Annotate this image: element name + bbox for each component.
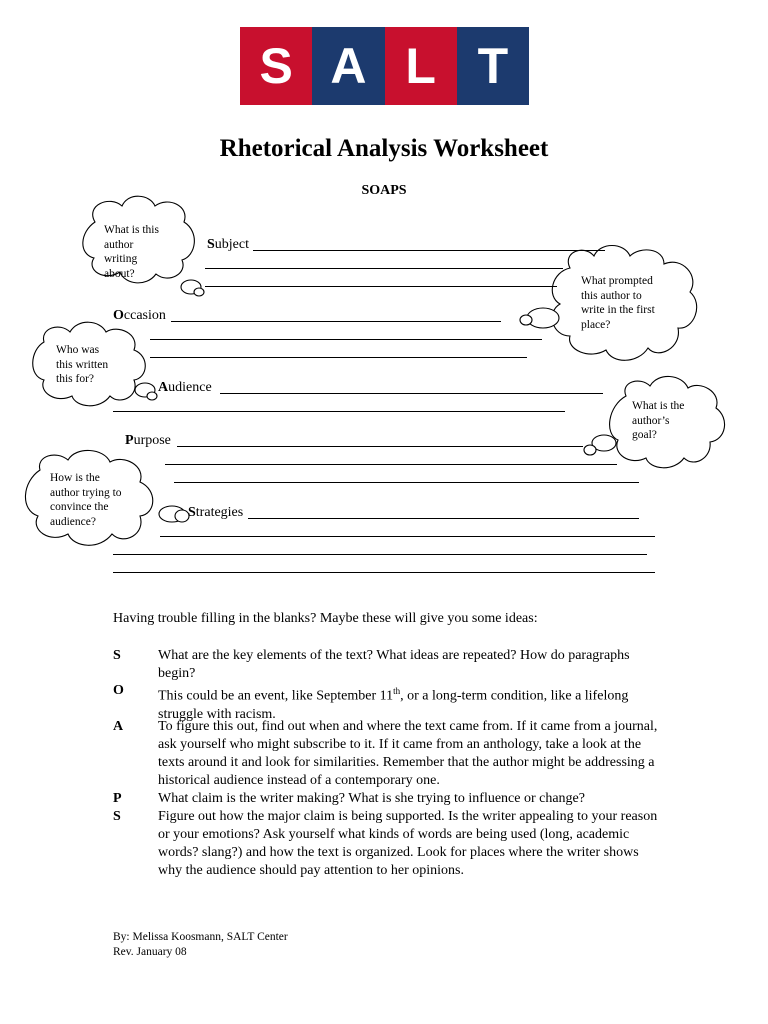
cloud-line: place? [581,318,611,331]
tip-text-after: , or a long-term condition, like a lifelong struggle with racism. [158,688,629,722]
strategies-rest: trategies [195,505,244,520]
footer [113,930,288,960]
cloud-audience-bubble-2 [147,392,157,400]
strategies-blank-2[interactable] [160,536,655,537]
cloud-strategies-bubble-2 [175,510,189,522]
strategies-blank-1[interactable] [248,518,639,519]
subject-blank-3[interactable] [205,286,557,287]
purpose-rest: urpose [133,433,171,448]
subject-label [207,237,249,253]
cloud-purpose-text [632,399,684,443]
tip-superscript: th [393,686,401,696]
cloud-line: What is this [104,224,159,236]
cloud-line: this for? [56,373,95,385]
tip-text: What claim is the writer making? What is she trying to influence or change? [158,791,585,806]
cloud-line: author trying to [50,486,122,499]
cloud-audience-text [56,343,108,387]
tip-letter: P [113,791,122,806]
occasion-blank-2[interactable] [150,339,542,340]
purpose-blank-3[interactable] [174,482,639,483]
tip-letter: S [113,809,121,824]
cloud-line: What prompted [581,275,653,287]
cloud-line: about? [104,267,135,280]
logo-letter-s: S [240,27,312,105]
cloud-line: author [104,238,134,251]
cloud-line: audience? [50,515,96,528]
cloud-line: Who was [56,344,100,356]
cloud-line: convince the [50,501,109,513]
cloud-purpose-bubble-2 [584,445,596,455]
purpose-label [125,433,171,449]
cloud-line: write in the first [581,304,655,316]
audience-blank-2[interactable] [113,411,565,412]
subject-blank-1[interactable] [253,250,605,251]
cloud-line: this written [56,358,109,371]
cloud-occasion-text [581,274,655,332]
cloud-subject-bubble-2 [194,288,204,296]
cloud-line: writing [104,253,138,265]
section-heading: SOAPS [361,183,407,198]
strategies-label [188,505,243,521]
footer-author: By: Melissa Koosmann, SALT Center [113,931,288,943]
audience-blank-1[interactable] [220,393,603,394]
tip-text: Figure out how the major claim is being supported. Is the writer appealing to your reason or your emotions? Ask yourself what kinds of words are being used (long, academic words? slang?) and how the text is organized. Look for places where the writer shows why the audience should pay attention to her opinions. [158,809,658,878]
tip-text-before: This could be an event, like September 11 [158,688,394,704]
occasion-label [113,308,166,324]
tip-letter: O [113,683,124,698]
occasion-initial: O [113,308,124,323]
purpose-blank-1[interactable] [177,446,583,447]
tip-letter: S [113,648,121,663]
logo-letter-l: L [385,27,457,105]
page-title: Rhetorical Analysis Worksheet [219,135,549,162]
occasion-blank-1[interactable] [171,321,501,322]
purpose-blank-2[interactable] [165,464,617,465]
purpose-initial: P [125,433,134,448]
hint-text: Having trouble filling in the blanks? Maybe these will give you some ideas: [113,611,538,626]
logo-letter-t: T [457,27,529,105]
subject-rest: ubject [214,237,250,252]
tip-text: What are the key elements of the text? What ideas are repeated? How do paragraphs begin? [158,648,630,681]
logo-letter-a: A [312,27,384,105]
cloud-line: author’s [632,414,670,427]
footer-revision: Rev. January 08 [113,946,187,958]
cloud-line: goal? [632,429,657,441]
strategies-blank-4[interactable] [113,572,655,573]
occasion-rest: ccasion [123,308,166,323]
subject-blank-2[interactable] [205,268,563,269]
cloud-line: What is the [632,400,685,412]
audience-rest: udience [168,380,212,395]
cloud-occasion-bubble-2 [520,315,532,325]
tip-text: To figure this out, find out when and where the text came from. If it came from a journal, ask yourself who might subscribe to it. If it came from an anthology, take a look at the texts around it and look for similarities. Remember that the author might be addressing a historical audience instead of a contemporary one. [158,719,658,788]
cloud-line: this author to [581,289,642,302]
cloud-subject-text [104,223,159,281]
cloud-strategies-text [50,471,122,529]
strategies-blank-3[interactable] [113,554,647,555]
audience-label [158,380,212,396]
occasion-blank-3[interactable] [150,357,527,358]
cloud-line: How is the [50,472,100,484]
tip-letter: A [113,719,124,734]
audience-initial: A [158,380,169,395]
subject-initial: S [207,237,215,252]
strategies-initial: S [188,505,196,520]
